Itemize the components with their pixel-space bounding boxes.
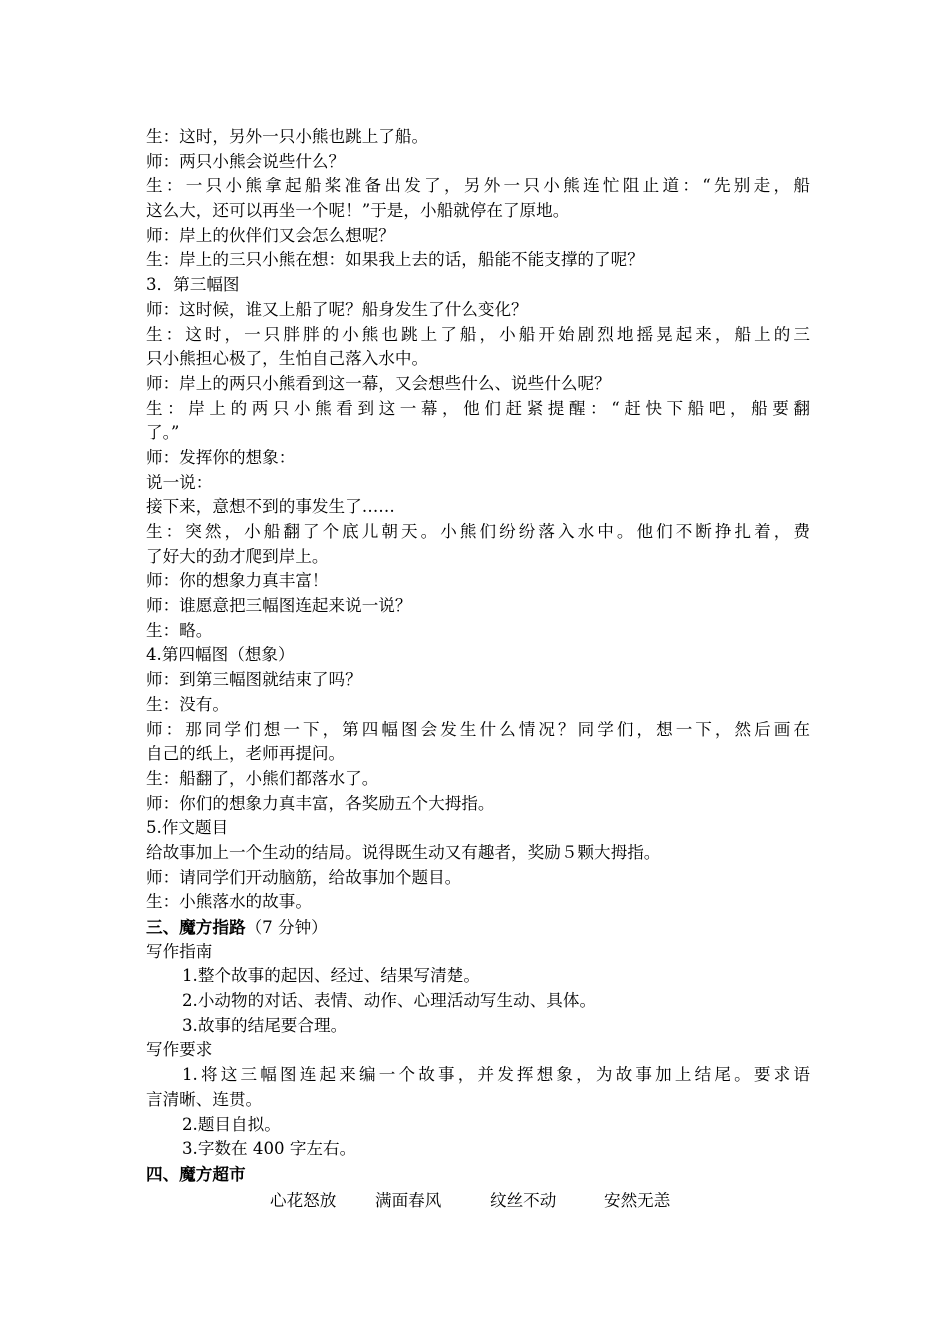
text-line: 师：那同学们想一下，第四幅图会发生什么情况？同学们，想一下，然后画在	[146, 719, 810, 739]
idiom-word: 满面春风	[375, 1190, 442, 1210]
text-line: 这么大，还可以再坐一个呢！”于是，小船就停在了原地。	[146, 201, 570, 221]
requirement-item: 2.题目自拟。	[182, 1114, 281, 1134]
text-line: 师：岸上的伙伴们又会怎么想呢？	[146, 225, 395, 245]
text-line: 自己的纸上，老师再提问。	[146, 744, 346, 764]
guide-item: 2.小动物的对话、表情、动作、心理活动写生动、具体。	[182, 991, 597, 1011]
idiom-list	[146, 1187, 810, 1215]
section-heading-4: 四、魔方超市	[146, 1163, 246, 1184]
text-line: 说一说：	[146, 472, 213, 492]
guide-title: 写作指南	[146, 941, 213, 961]
text-line: 师：你们的想象力真丰富，各奖励五个大拇指。	[146, 793, 495, 813]
text-line: 师：到第三幅图就结束了吗？	[146, 670, 362, 690]
text-line: 接下来，意想不到的事发生了……	[146, 497, 395, 517]
guide-item: 1.整个故事的起因、经过、结果写清楚。	[182, 966, 480, 986]
text-line: 师：请同学们开动脑筋，给故事加个题目。	[146, 867, 462, 887]
section-heading-3	[146, 915, 810, 940]
requirement-item-continued: 言清晰、连贯。	[146, 1089, 263, 1109]
text-line: 师：你的想象力真丰富！	[146, 571, 329, 591]
requirement-item: 1.将这三幅图连起来编一个故事，并发挥想象，为故事加上结尾。要求语	[182, 1065, 810, 1085]
text-line: 师：谁愿意把三幅图连起来说一说？	[146, 596, 412, 616]
text-line: 生：略。	[146, 620, 213, 640]
text-line: 了。”	[146, 423, 180, 443]
text-line: 只小熊担心极了，生怕自己落入水中。	[146, 349, 429, 369]
text-line: 生：突然，小船翻了个底儿朝天。小熊们纷纷落入水中。他们不断挣扎着，费	[146, 522, 810, 541]
text-line: 生：小熊落水的故事。	[146, 892, 312, 912]
idiom-word: 心花怒放	[270, 1190, 337, 1210]
idiom-word: 纹丝不动	[490, 1190, 557, 1210]
text-line: 生：船翻了，小熊们都落水了。	[146, 768, 379, 788]
text-line: 了好大的劲才爬到岸上。	[146, 546, 329, 566]
idiom-word: 安然无恙	[604, 1190, 671, 1210]
guide-item: 3.故事的结尾要合理。	[182, 1015, 348, 1035]
section-duration: （7 分钟）	[245, 918, 328, 937]
text-line: 生：岸上的三只小熊在想：如果我上去的话，船能不能支撑的了呢？	[146, 250, 644, 270]
requirement-item: 3.字数在 400 字左右。	[182, 1139, 357, 1159]
text-line: 生：一只小熊拿起船桨准备出发了，另外一只小熊连忙阻止道：“先别走，船	[146, 176, 810, 196]
text-line: 师：这时候，谁又上船了呢？船身发生了什么变化？	[146, 299, 528, 319]
subsection-heading: 5.作文题目	[146, 818, 229, 838]
subsection-heading: 3．第三幅图	[146, 275, 240, 295]
text-line: 生：这时，一只胖胖的小熊也跳上了船，小船开始剧烈地摇晃起来，船上的三	[146, 324, 810, 344]
text-line: 师：发挥你的想象：	[146, 447, 296, 467]
text-line: 师：岸上的两只小熊看到这一幕，又会想些什么、说些什么呢？	[146, 373, 611, 393]
text-line: 生：这时，另外一只小熊也跳上了船。	[146, 127, 429, 146]
subsection-heading: 4.第四幅图（想象）	[146, 645, 295, 665]
text-line: 生：没有。	[146, 694, 229, 714]
text-line: 师：两只小熊会说些什么？	[146, 151, 346, 171]
section-title: 三、魔方指路	[146, 917, 246, 937]
text-line: 生：岸上的两只小熊看到这一幕，他们赶紧提醒：“赶快下船吧，船要翻	[146, 398, 810, 418]
text-line: 给故事加上一个生动的结局。说得既生动又有趣者，奖励５颗大拇指。	[146, 842, 661, 862]
requirements-title: 写作要求	[146, 1040, 213, 1060]
document-page	[146, 125, 810, 1215]
